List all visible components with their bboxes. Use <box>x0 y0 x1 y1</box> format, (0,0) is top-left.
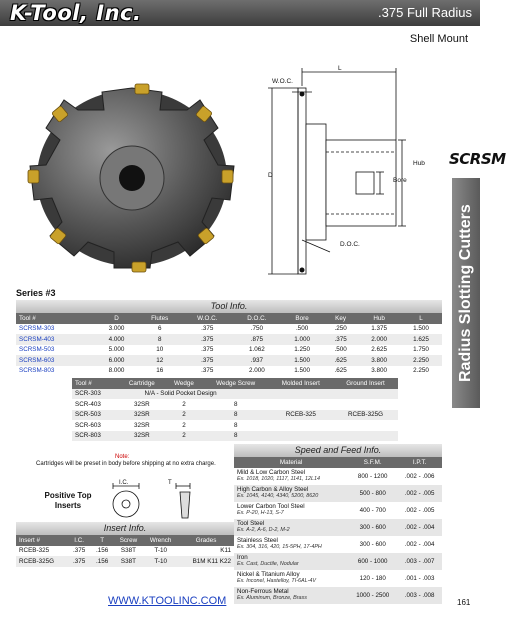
cell: 16 <box>156 367 164 375</box>
ipt-cell: .002 - .004 <box>397 519 442 536</box>
cell: 3.000 <box>108 325 125 333</box>
insert-info-table <box>16 535 234 567</box>
solid-pocket-note: N/A - Solid Pocket Design <box>119 389 398 400</box>
cell: 2 <box>165 431 203 442</box>
cell: 3.800 <box>371 367 387 375</box>
cell: S38T <box>120 557 136 565</box>
col-header: Wrench <box>143 535 178 546</box>
table-row <box>72 410 398 421</box>
table-row <box>234 587 442 604</box>
cell: K11 <box>220 547 231 555</box>
cell: 3.800 <box>358 355 400 366</box>
table-row <box>16 324 442 335</box>
cell: 1.500 <box>294 367 310 375</box>
insert-info-section <box>16 522 234 567</box>
tool-link[interactable]: SCRSM-503 <box>19 346 55 354</box>
col-header: D.O.C. <box>233 313 282 324</box>
cell: .625 <box>323 355 358 366</box>
col-header: Tool # <box>16 313 96 324</box>
table-row <box>234 485 442 502</box>
tool-link[interactable]: SCRSM-403 <box>16 334 96 345</box>
cell: 8.000 <box>108 367 125 375</box>
cell: 8 <box>203 420 269 431</box>
cell: 8 <box>203 399 269 410</box>
material-examples: Ex. Inconel, Hastelloy, TI-6AL-4V <box>237 578 316 584</box>
cell: .375 <box>73 557 86 565</box>
cell: .250 <box>334 325 347 333</box>
sidebar-title: Radius Slotting Cutters <box>457 204 474 382</box>
cell <box>333 420 398 431</box>
col-header: Insert # <box>16 535 68 546</box>
ipt-cell: .003 - .007 <box>397 553 442 570</box>
tool-link[interactable]: SCRSM-603 <box>16 355 96 366</box>
cell: .500 <box>295 325 309 333</box>
cell: 32SR <box>119 431 166 442</box>
cell <box>269 420 333 431</box>
cell <box>269 431 333 442</box>
cell: 32SR <box>119 410 166 421</box>
cell: 2.250 <box>400 355 442 366</box>
ipt-cell: .002 - .005 <box>397 485 442 502</box>
speed-feed-table <box>234 457 442 604</box>
cell: 1.000 <box>281 334 323 345</box>
col-header: Material <box>234 457 348 468</box>
cell <box>269 399 333 410</box>
cartridge-table <box>72 378 398 441</box>
col-header: Ground Insert <box>333 378 398 389</box>
cell: .375 <box>323 334 358 345</box>
label-l: L <box>338 65 342 72</box>
ipt-cell: .002 - .006 <box>404 472 435 480</box>
cell: RCEB-325G <box>19 557 54 565</box>
page-number: 161 <box>457 598 471 607</box>
cell: .375 <box>201 325 214 333</box>
sfm-cell: 1000 - 2500 <box>348 587 397 604</box>
col-header: Hub <box>358 313 400 324</box>
cell: SCR-503 <box>72 410 119 421</box>
col-header: W.O.C. <box>182 313 233 324</box>
col-header: Cartridge <box>119 378 166 389</box>
table-row <box>16 366 442 377</box>
col-header: I.C. <box>68 535 91 546</box>
col-header: S.F.M. <box>348 457 397 468</box>
material-name: Iron <box>237 553 248 561</box>
cell: S38T <box>120 547 136 555</box>
insert-diagram-label: Positive Top Inserts <box>44 491 92 510</box>
material-name: Stainless Steel <box>237 536 278 544</box>
material-name: Nickel & Titanium Alloy <box>237 570 300 578</box>
ground-insert-cell: RCEB-325G <box>333 410 398 421</box>
cell: 2.000 <box>248 367 265 375</box>
material-name: Non-Ferrous Metal <box>237 587 289 595</box>
label-bore: Bore <box>393 177 407 184</box>
cell: 1.625 <box>400 334 442 345</box>
label-d: D <box>268 172 273 179</box>
cell: 1.500 <box>281 355 323 366</box>
material-examples: Ex. Aluminum, Bronze, Brass <box>237 595 307 601</box>
cell: .375 <box>201 346 214 354</box>
cell: 1.375 <box>371 325 387 333</box>
table-row <box>16 334 442 345</box>
cell: .500 <box>334 346 347 354</box>
material-examples: Ex. 304, 316, 420, 15-5PH, 17-4PH <box>237 544 322 550</box>
ipt-cell: .002 - .004 <box>404 540 435 548</box>
table-row <box>234 570 442 587</box>
material-name: High Carbon & Alloy Steel <box>237 485 309 493</box>
sfm-cell: 500 - 800 <box>348 485 397 502</box>
col-header: T <box>91 535 114 546</box>
col-header: Screw <box>114 535 144 546</box>
material-examples: Ex. P-20, H-13, S-7 <box>237 510 284 516</box>
cell: 8 <box>203 431 269 442</box>
sfm-cell: 600 - 1000 <box>348 553 397 570</box>
t-label: T <box>168 480 172 486</box>
cell: 1.750 <box>413 346 429 354</box>
material-examples: Ex. Cast, Ductile, Nodular <box>237 561 299 567</box>
tool-info-section <box>16 300 442 376</box>
cutter-photo <box>22 70 247 280</box>
label-hub: Hub <box>413 160 425 167</box>
cell: 10 <box>156 346 164 354</box>
speed-feed-section <box>234 444 442 604</box>
table-row <box>16 345 442 356</box>
cell: 1.062 <box>248 346 265 354</box>
cell: 2 <box>165 420 203 431</box>
cell: T-10 <box>154 557 167 565</box>
cell: 12 <box>137 355 182 366</box>
ipt-cell: .003 - .008 <box>397 587 442 604</box>
page-subtitle: Shell Mount <box>409 33 468 45</box>
table-row <box>234 519 442 536</box>
cell: SCR-403 <box>72 399 119 410</box>
molded-insert-cell: RCEB-325 <box>269 410 333 421</box>
insert-info-title: Insert Info. <box>16 522 234 535</box>
cell: .875 <box>233 334 282 345</box>
cell: 32SR <box>119 399 166 410</box>
cell: 4.000 <box>96 334 138 345</box>
cell: SCR-303 <box>72 389 119 400</box>
cell: .156 <box>96 557 109 565</box>
cell: 1.250 <box>294 346 310 354</box>
cell: 8 <box>203 410 269 421</box>
col-header: L <box>400 313 442 324</box>
col-header: Molded Insert <box>269 378 333 389</box>
sfm-cell: 300 - 600 <box>359 540 386 548</box>
cell: 8 <box>137 334 182 345</box>
material-examples: Ex. 1045, 4140, 4340, 5200, 8620 <box>237 493 319 499</box>
cell: .937 <box>233 355 282 366</box>
material-name: Lower Carbon Tool Steel <box>237 502 305 510</box>
table-row <box>234 553 442 570</box>
cell: 6 <box>157 325 162 333</box>
cell: .750 <box>250 325 263 333</box>
table-row <box>72 420 398 431</box>
cell: SCR-803 <box>72 431 119 442</box>
label-doc: D.O.C. <box>340 241 360 248</box>
cell: .625 <box>334 367 347 375</box>
table-row <box>234 502 442 519</box>
cell: 2.000 <box>358 334 400 345</box>
website-link[interactable]: WWW.KTOOLINC.COM <box>108 595 227 607</box>
note-title: Note: <box>115 454 130 460</box>
note-text: Cartridges will be preset in body before shipping at no extra charge. <box>36 461 216 467</box>
ic-label: I.C. <box>119 480 129 486</box>
col-header: Tool # <box>72 378 119 389</box>
table-row <box>16 355 442 366</box>
cell: 32SR <box>119 420 166 431</box>
cell: 6.000 <box>96 355 138 366</box>
col-header: I.P.T. <box>397 457 442 468</box>
cell: .375 <box>182 334 233 345</box>
dimension-drawing <box>252 64 448 282</box>
table-row <box>234 536 442 553</box>
table-row <box>16 546 234 557</box>
company-logo: K-Tool, Inc. <box>10 1 142 25</box>
table-row <box>234 468 442 485</box>
cell: 2.250 <box>413 367 429 375</box>
sfm-cell: 400 - 700 <box>359 506 386 514</box>
col-header: D <box>96 313 138 324</box>
cell: 2 <box>165 410 203 421</box>
series-label: Series #3 <box>16 288 56 298</box>
cell: .375 <box>73 547 86 555</box>
label-woc: W.O.C. <box>272 78 293 85</box>
material-examples: Ex. 1018, 1020, 1117, 1141, 12L14 <box>237 476 321 482</box>
material-name: Tool Steel <box>237 519 265 527</box>
table-row <box>72 399 398 410</box>
col-header: Bore <box>281 313 323 324</box>
col-header: Grades <box>178 535 234 546</box>
ipt-cell: .002 - .005 <box>404 506 435 514</box>
cell: .375 <box>182 355 233 366</box>
cell: .375 <box>201 367 214 375</box>
cell: B1M K11 K22 <box>192 557 231 565</box>
material-name: Mild & Low Carbon Steel <box>237 468 306 476</box>
speed-feed-title: Speed and Feed Info. <box>234 444 442 457</box>
cell <box>333 431 398 442</box>
cell: T-10 <box>154 547 167 555</box>
cell: .156 <box>96 547 109 555</box>
cell: 2 <box>165 399 203 410</box>
cell: SCR-603 <box>72 420 119 431</box>
sfm-cell: 300 - 600 <box>348 519 397 536</box>
series-code: SCRSM <box>449 150 506 168</box>
material-examples: Ex. A-2, A-6, D-2, M-2 <box>237 527 290 533</box>
col-header: Key <box>323 313 358 324</box>
cell: RCEB-325 <box>19 547 50 555</box>
cell <box>333 399 398 410</box>
tool-info-title: Tool Info. <box>16 300 442 313</box>
tool-link[interactable]: SCRSM-803 <box>19 367 55 375</box>
page-title: .375 Full Radius <box>378 5 472 20</box>
cell: 2.625 <box>371 346 387 354</box>
col-header: Wedge Screw <box>203 378 269 389</box>
tool-info-table <box>16 313 442 376</box>
table-row <box>72 389 398 400</box>
sfm-cell: 120 - 180 <box>359 574 386 582</box>
col-header: Wedge <box>165 378 203 389</box>
table-row <box>72 431 398 442</box>
cell: 5.000 <box>108 346 125 354</box>
ipt-cell: .001 - .003 <box>404 574 435 582</box>
table-row <box>16 556 234 567</box>
cell: 1.500 <box>413 325 429 333</box>
tool-link[interactable]: SCRSM-303 <box>19 325 55 333</box>
col-header: Flutes <box>137 313 182 324</box>
sfm-cell: 800 - 1200 <box>357 472 388 480</box>
